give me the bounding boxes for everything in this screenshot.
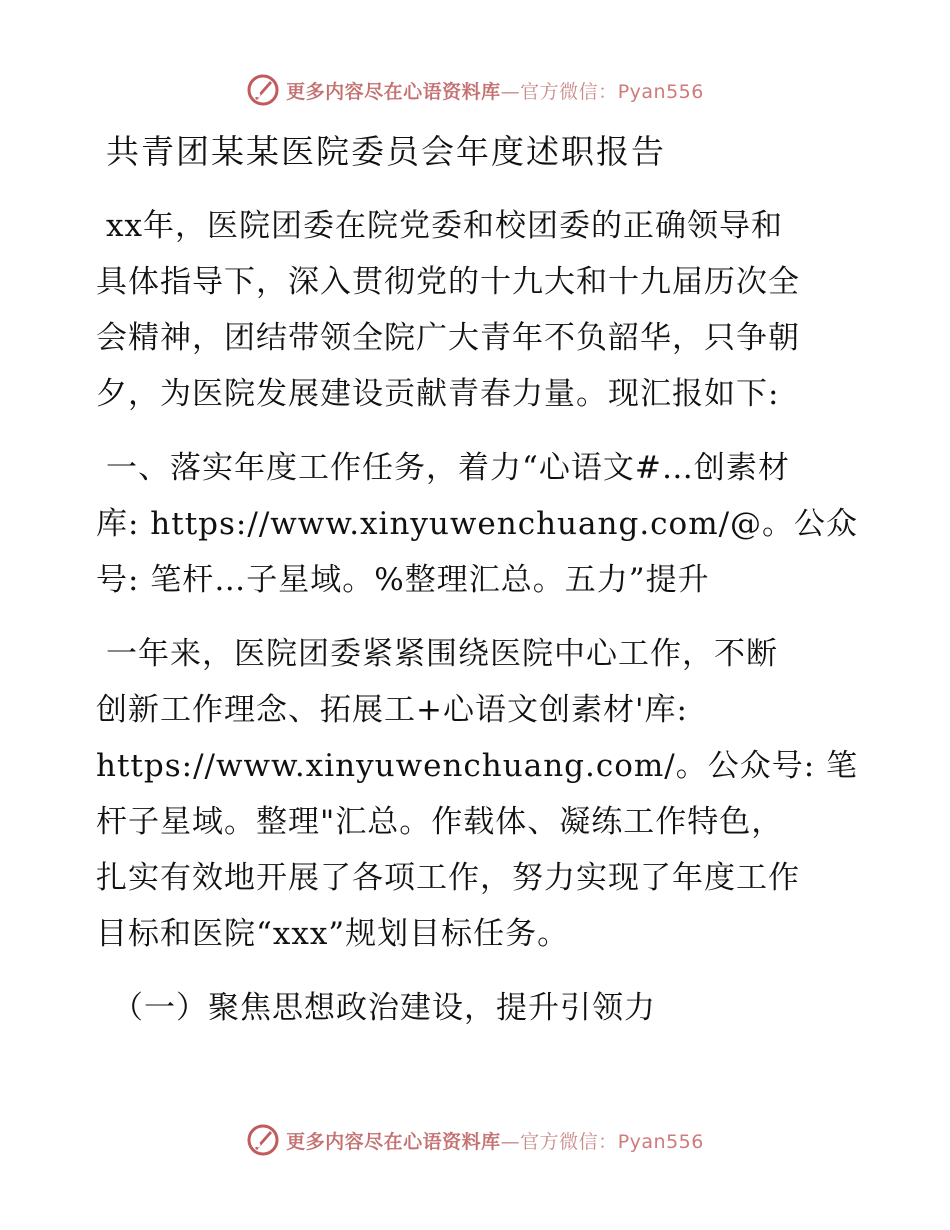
body-line: 杆子星域。整理"汇总。作载体、凝练工作特色， (96, 804, 784, 840)
watermark-banner-bottom (0, 1118, 950, 1162)
section-one-line: 号: 笔杆…子星域。%整理汇总。五力”提升 (96, 562, 710, 598)
watermark-banner-top (0, 68, 950, 112)
section-one-line: 一、落实年度工作任务，着力“心语文#…创素材 (106, 450, 790, 486)
watermark-text: 更多内容尽在心语资料库—官方微信：Pyan556 (286, 80, 704, 103)
body-line: 创新工作理念、拓展工+心语文创素材'库: (96, 692, 688, 728)
document-title: 共青团某某医院委员会年度述职报告 (106, 132, 666, 171)
subsection-heading: （一）聚焦思想政治建设，提升引领力 (112, 990, 656, 1026)
quill-logo-icon (246, 73, 280, 107)
intro-line: 夕，为医院发展建设贡献青春力量。现汇报如下: (96, 376, 780, 412)
body-paragraph (96, 626, 859, 962)
intro-line: 会精神，团结带领全院广大青年不负韶华，只争朝 (96, 320, 800, 356)
document-body (96, 118, 859, 1036)
section-one-heading (96, 440, 859, 608)
intro-line: xx年，医院团委在院党委和校团委的正确领导和 (106, 208, 783, 244)
body-line: 目标和医院“xxx”规划目标任务。 (96, 916, 570, 952)
intro-line: 具体指导下，深入贯彻党的十九大和十九届历次全 (96, 264, 800, 300)
body-line: 扎实有效地开展了各项工作，努力实现了年度工作 (96, 860, 800, 896)
section-one-line: 库: https://www.xinyuwenchuang.com/@。公众 (96, 506, 859, 542)
intro-paragraph (96, 198, 856, 422)
body-line: https://www.xinyuwenchuang.com/。公众号: 笔 (96, 748, 859, 784)
body-line: 一年来，医院团委紧紧围绕医院中心工作，不断 (106, 636, 778, 672)
watermark-text: 更多内容尽在心语资料库—官方微信：Pyan556 (286, 1130, 704, 1153)
quill-logo-icon (246, 1123, 280, 1157)
